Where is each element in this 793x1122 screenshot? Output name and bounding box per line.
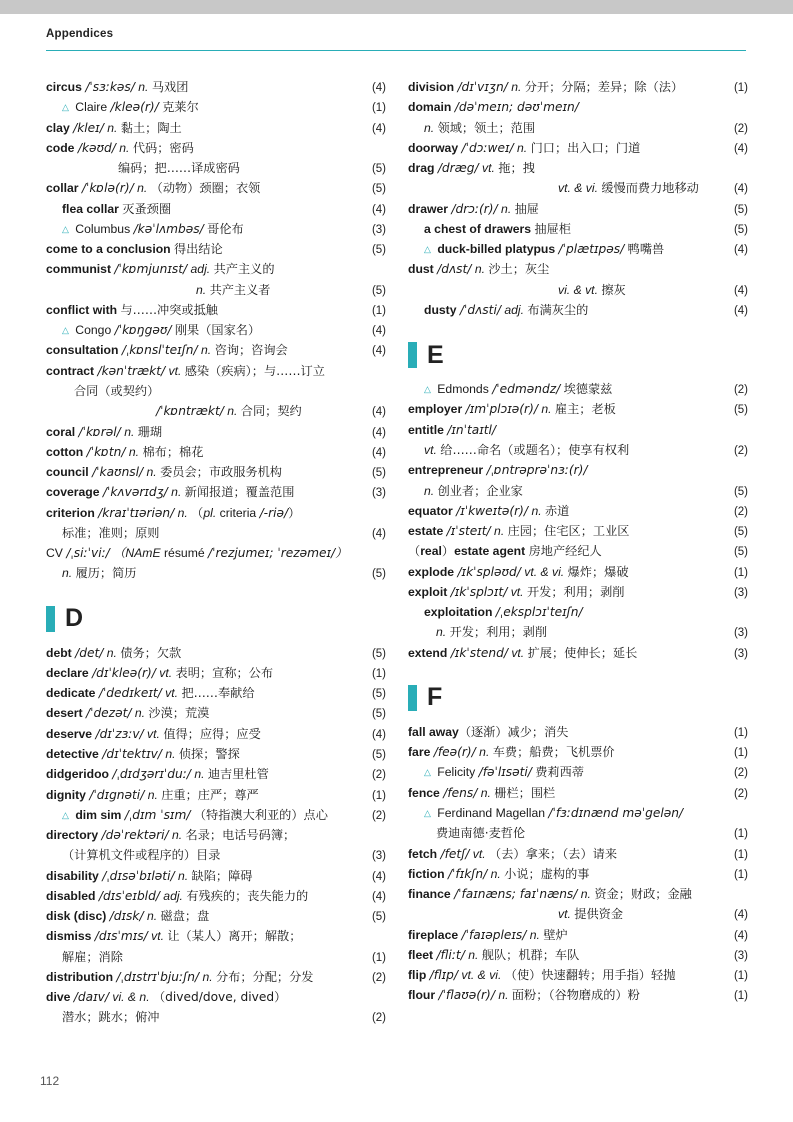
entry-level <box>356 927 386 928</box>
entry-text: dismiss /dɪsˈmɪs/ vt. 让（某人）离开；解散； <box>46 929 302 944</box>
entry-text: disk (disc) /dɪsk/ n. 磁盘；盘 <box>46 909 210 924</box>
glossary-entry <box>408 563 748 582</box>
entry-text: a chest of drawers 抽屉柜 <box>424 221 571 236</box>
entry-text: fireplace /ˈfaɪəpleɪs/ n. 壁炉 <box>408 927 568 942</box>
glossary-entry <box>408 200 748 219</box>
entry-text: entrepreneur /ˌɒntrəprəˈnɜː(r)/ <box>408 463 588 478</box>
entry-text: cotton /ˈkɒtn/ n. 棉布；棉花 <box>46 444 204 459</box>
entry-level: (5) <box>371 467 386 480</box>
entry-text: 标准；准则；原则 <box>62 525 160 540</box>
glossary-entry <box>46 544 386 563</box>
entry-level: (4) <box>733 929 748 942</box>
entry-text: coverage /ˈkʌvərɪdʒ/ n. 新闻报道；覆盖范围 <box>46 485 295 500</box>
glossary-entry <box>46 240 386 259</box>
entry-level: (4) <box>371 870 386 883</box>
entry-level: (3) <box>733 949 748 962</box>
entry-text: council /ˈkaʊnsl/ n. 委员会；市政服务机构 <box>46 465 282 480</box>
glossary-entry <box>408 824 748 843</box>
entry-text: coral /ˈkɒrəl/ n. 珊瑚 <box>46 424 163 439</box>
entry-level <box>718 98 748 99</box>
glossary-entry <box>46 867 386 886</box>
entry-text: distribution /ˌdɪstrɪˈbjuːʃn/ n. 分布；分配；分发 <box>46 969 314 984</box>
entry-text: extend /ɪkˈstend/ vt. 扩展；使伸长；延长 <box>408 645 638 660</box>
entry-level <box>718 804 748 805</box>
glossary-entry <box>46 341 386 360</box>
entry-level: (4) <box>371 345 386 358</box>
glossary-entry <box>46 968 386 987</box>
letter-label: F <box>427 683 443 712</box>
entry-level: (5) <box>371 708 386 721</box>
entry-level: (5) <box>733 546 748 559</box>
entry-text: debt /det/ n. 债务；欠款 <box>46 645 182 660</box>
glossary-entry <box>46 948 386 967</box>
glossary-entry <box>46 806 386 825</box>
entry-level: (5) <box>371 647 386 660</box>
entry-text: vt. & vi. 缓慢而费力地移动 <box>558 181 699 196</box>
glossary-columns <box>46 78 752 1029</box>
entry-text: fare /feə(r)/ n. 车费；船费；飞机票价 <box>408 745 615 760</box>
entry-text: drawer /drɔː(r)/ n. 抽屉 <box>408 201 539 216</box>
entry-level: (2) <box>733 787 748 800</box>
entry-text: conflict with 与……冲突或抵触 <box>46 302 218 317</box>
entry-level: (1) <box>371 304 386 317</box>
entry-text: （计算机文件或程序的）目录 <box>62 848 221 863</box>
entry-text: equator /ɪˈkweɪtə(r)/ n. 赤道 <box>408 503 570 518</box>
glossary-entry <box>408 723 748 742</box>
glossary-entry <box>408 966 748 985</box>
glossary-entry <box>408 845 748 864</box>
glossary-entry <box>46 281 386 300</box>
entry-text: △ Ferdinand Magellan /ˈfɜːdɪnænd məˈgelən/ <box>424 805 684 820</box>
entry-text: estate /ɪˈsteɪt/ n. 庄园；住宅区；工业区 <box>408 524 630 539</box>
glossary-entry <box>46 321 386 340</box>
glossary-entry <box>408 784 748 803</box>
entry-text: desert /ˈdezət/ n. 沙漠；荒漠 <box>46 706 210 721</box>
glossary-entry <box>408 804 748 823</box>
glossary-entry <box>46 382 386 401</box>
entry-text: doorway /ˈdɔːweɪ/ n. 门口；出入口；门道 <box>408 140 641 155</box>
page-header <box>46 24 746 51</box>
glossary-entry <box>46 887 386 906</box>
entry-text: deserve /dɪˈzɜːv/ vt. 值得；应得；应受 <box>46 726 261 741</box>
entry-level: (1) <box>733 990 748 1003</box>
glossary-entry <box>46 443 386 462</box>
entry-text: disabled /dɪsˈeɪbld/ adj. 有残疾的；丧失能力的 <box>46 888 309 903</box>
entry-text: communist /ˈkɒmjunɪst/ adj. 共产主义的 <box>46 262 275 277</box>
entry-level: (5) <box>371 163 386 176</box>
entry-text: △ duck-billed platypus /ˈplætɪpəs/ 鸭嘴兽 <box>424 242 665 257</box>
entry-level: (4) <box>733 142 748 155</box>
glossary-entry <box>408 763 748 782</box>
entry-level <box>718 885 748 886</box>
entry-text: entitle /ɪnˈtaɪtl/ <box>408 422 497 437</box>
entry-level: (3) <box>733 586 748 599</box>
entry-level: (1) <box>371 667 386 680</box>
letter-label: E <box>427 340 444 369</box>
glossary-entry <box>408 644 748 663</box>
entry-level <box>356 382 386 383</box>
glossary-entry <box>46 504 386 523</box>
entry-level: (4) <box>371 890 386 903</box>
entry-level <box>356 544 386 545</box>
entry-level: (3) <box>733 647 748 660</box>
entry-level <box>356 260 386 261</box>
glossary-entry <box>46 524 386 543</box>
entry-text: criterion /kraɪˈtɪəriən/ n. （pl. criteria /-riə/） <box>46 505 301 520</box>
entry-level: (4) <box>371 203 386 216</box>
entry-text: △ dim sim /ˌdɪm ˈsɪm/ （特指澳大利亚的）点心 <box>62 807 328 822</box>
entry-text: n. 开发；利用；剥削 <box>436 625 548 640</box>
glossary-entry <box>46 220 386 239</box>
entry-level: (2) <box>733 505 748 518</box>
letter-label: D <box>65 604 84 633</box>
entry-text: exploitation /ˌeksplɔɪˈteɪʃn/ <box>424 605 583 620</box>
entry-text: collar /ˈkɒlə(r)/ n. （动物）颈圈；衣领 <box>46 181 261 196</box>
glossary-entry <box>408 179 748 198</box>
glossary-entry <box>46 98 386 117</box>
entry-text: n. 创业者；企业家 <box>424 483 523 498</box>
glossary-entry <box>408 885 748 904</box>
glossary-entry <box>408 78 748 97</box>
column-right <box>408 78 748 1029</box>
glossary-entry <box>408 98 748 117</box>
glossary-entry <box>408 986 748 1005</box>
entry-text: explode /ɪkˈspləʊd/ vt. & vi. 爆炸；爆破 <box>408 564 629 579</box>
letter-accent-bar <box>408 685 417 711</box>
glossary-entry <box>408 583 748 602</box>
letter-section-heading <box>408 342 748 368</box>
entry-level: (5) <box>733 223 748 236</box>
glossary-entry <box>408 461 748 480</box>
entry-text: circus /ˈsɜːkəs/ n. 马戏团 <box>46 80 189 94</box>
entry-text: directory /dəˈrektəri/ n. 名录；电话号码簿； <box>46 828 296 843</box>
entry-text: dedicate /ˈdedɪkeɪt/ vt. 把……奉献给 <box>46 686 255 701</box>
entry-level: (5) <box>371 748 386 761</box>
entry-text: dust /dʌst/ n. 沙土；灰尘 <box>408 262 550 277</box>
glossary-entry <box>408 159 748 178</box>
glossary-entry <box>46 483 386 502</box>
entry-text: exploit /ɪkˈsplɔɪt/ vt. 开发；利用；剥削 <box>408 584 625 599</box>
entry-text: △ Congo /ˈkɒŋgəʊ/ 刚果（国家名） <box>62 323 261 338</box>
entry-level <box>356 988 386 989</box>
column-left <box>46 78 386 1029</box>
entry-level: (2) <box>733 122 748 135</box>
entry-level: (2) <box>371 1012 386 1025</box>
glossary-entry <box>46 664 386 683</box>
entry-text: detective /dɪˈtektɪv/ n. 侦探；警探 <box>46 746 240 761</box>
entry-level: (4) <box>371 82 386 94</box>
entry-level: (4) <box>733 183 748 196</box>
entry-level: (1) <box>733 566 748 579</box>
glossary-entry <box>46 988 386 1007</box>
entry-level: (5) <box>371 688 386 701</box>
entry-text: clay /kleɪ/ n. 黏土；陶土 <box>46 120 182 135</box>
glossary-entry <box>46 1008 386 1027</box>
entry-text: △ Felicity /fəˈlɪsəti/ 费莉西蒂 <box>424 765 585 780</box>
entry-level <box>356 362 386 363</box>
entry-level: (5) <box>371 568 386 581</box>
entry-level: (5) <box>371 244 386 257</box>
entry-text: code /kəʊd/ n. 代码；密码 <box>46 140 194 155</box>
entry-text: （real）estate agent 房地产经纪人 <box>408 544 602 559</box>
glossary-entry <box>408 380 748 399</box>
letter-section-heading <box>46 606 386 632</box>
entry-text: 编码；把……译成密码 <box>118 161 240 176</box>
glossary-entry <box>408 542 748 561</box>
entry-text: vi. & vt. 擦灰 <box>558 282 626 297</box>
entry-text: flip /flɪp/ vt. & vi. （使）快速翻转；用手指）轻抛 <box>408 968 676 983</box>
entry-text: △ Claire /kleə(r)/ 克莱尔 <box>62 100 199 115</box>
page-number: 112 <box>40 1074 60 1088</box>
glossary-entry <box>408 502 748 521</box>
entry-level: (2) <box>733 444 748 457</box>
glossary-entry <box>46 846 386 865</box>
entry-level: (5) <box>371 183 386 196</box>
entry-level: (1) <box>733 828 748 841</box>
entry-level: (1) <box>733 747 748 760</box>
entry-text: flea collar 灭蚤颈圈 <box>62 201 172 216</box>
glossary-entry <box>46 644 386 663</box>
entry-level: (4) <box>733 909 748 922</box>
entry-text: /ˈkɒntrækt/ n. 合同；契约 <box>156 404 302 419</box>
entry-level: (4) <box>733 304 748 317</box>
entry-text: declare /dɪˈkleə(r)/ vt. 表明；宣称；公布 <box>46 665 274 680</box>
entry-level: (5) <box>733 404 748 417</box>
entry-text: didgeridoo /ˌdɪdʒərɪˈduː/ n. 迪吉里杜管 <box>46 767 269 782</box>
top-decorative-bar <box>0 0 793 14</box>
glossary-entry <box>408 743 748 762</box>
glossary-entry <box>408 946 748 965</box>
glossary-entry <box>408 281 748 300</box>
entry-text: fetch /fetʃ/ vt. （去）拿来；（去）请来 <box>408 846 618 861</box>
entry-text: come to a conclusion 得出结论 <box>46 242 223 257</box>
entry-level: (2) <box>733 767 748 780</box>
glossary-entry <box>46 765 386 784</box>
entry-level: (4) <box>371 446 386 459</box>
glossary-entry <box>46 463 386 482</box>
entry-level <box>718 461 748 462</box>
entry-level: (3) <box>371 223 386 236</box>
entry-text: n. 履历；简历 <box>62 566 137 581</box>
entry-level: (2) <box>371 809 386 822</box>
glossary-entry <box>46 402 386 421</box>
letter-accent-bar <box>46 606 55 632</box>
glossary-entry <box>408 260 748 279</box>
glossary-entry <box>408 441 748 460</box>
entry-level: (1) <box>733 82 748 94</box>
glossary-entry <box>46 684 386 703</box>
glossary-entry <box>46 725 386 744</box>
entry-level: (5) <box>733 526 748 539</box>
entry-level: (5) <box>733 485 748 498</box>
entry-level <box>356 504 386 505</box>
entry-level: (4) <box>371 325 386 338</box>
entry-text: finance /ˈfaɪnæns; faɪˈnæns/ n. 资金；财政；金融 <box>408 887 692 902</box>
glossary-entry <box>46 907 386 926</box>
entry-text: fence /fens/ n. 栅栏；围栏 <box>408 785 556 800</box>
entry-text: consultation /ˌkɒnslˈteɪʃn/ n. 咨询；咨询会 <box>46 343 288 358</box>
glossary-entry <box>408 522 748 541</box>
entry-level <box>718 603 748 604</box>
glossary-entry <box>408 905 748 924</box>
entry-level: (1) <box>733 868 748 881</box>
glossary-entry <box>46 704 386 723</box>
entry-text: domain /dəˈmeɪn; dəʊˈmeɪn/ <box>408 100 579 115</box>
entry-level <box>718 159 748 160</box>
letter-accent-bar <box>408 342 417 368</box>
glossary-entry <box>408 119 748 138</box>
glossary-entry <box>46 423 386 442</box>
entry-level: (3) <box>371 487 386 500</box>
glossary-entry <box>408 926 748 945</box>
glossary-entry <box>46 260 386 279</box>
glossary-entry <box>408 240 748 259</box>
entry-level: (4) <box>733 284 748 297</box>
glossary-entry <box>408 421 748 440</box>
entry-text: dignity /ˈdɪgnəti/ n. 庄重；庄严；尊严 <box>46 787 259 802</box>
entry-level: (2) <box>371 971 386 984</box>
entry-level <box>718 260 748 261</box>
entry-text: n. 领域；领土；范围 <box>424 120 536 135</box>
entry-text: contract /kənˈtrækt/ vt. 感染（疾病）；与……订立 <box>46 363 325 378</box>
entry-level: (1) <box>371 102 386 115</box>
glossary-entry <box>408 301 748 320</box>
entry-level: (4) <box>371 527 386 540</box>
entry-level: (3) <box>371 850 386 863</box>
entry-level: (2) <box>371 769 386 782</box>
glossary-entry <box>408 220 748 239</box>
entry-level: (1) <box>733 970 748 983</box>
entry-level <box>356 826 386 827</box>
entry-text: n. 共产主义者 <box>196 282 271 297</box>
entry-text: fiction /ˈfɪkʃn/ n. 小说；虚构的事 <box>408 866 590 881</box>
glossary-entry <box>408 865 748 884</box>
entry-level <box>718 421 748 422</box>
entry-level: (4) <box>371 122 386 135</box>
entry-text: fleet /fliːt/ n. 舰队；机群；车队 <box>408 947 580 962</box>
header-title: Appendices <box>46 28 114 40</box>
entry-text: flour /ˈflaʊə(r)/ n. 面粉；（谷物磨成的）粉 <box>408 988 640 1003</box>
entry-text: △ Columbus /kəˈlʌmbəs/ 哥伦布 <box>62 221 244 236</box>
entry-text: vt. 提供资金 <box>558 907 624 922</box>
entry-text: dusty /ˈdʌsti/ adj. 布满灰尘的 <box>424 302 589 317</box>
glossary-entry <box>46 564 386 583</box>
glossary-entry <box>46 179 386 198</box>
glossary-entry <box>46 159 386 178</box>
glossary-entry <box>408 603 748 622</box>
entry-level: (4) <box>371 426 386 439</box>
entry-text: division /dɪˈvɪʒn/ n. 分开；分隔；差异；除（法） <box>408 80 684 94</box>
glossary-entry <box>46 301 386 320</box>
glossary-entry <box>46 139 386 158</box>
entry-text: disability /ˌdɪsəˈbɪləti/ n. 缺陷；障碍 <box>46 868 253 883</box>
glossary-entry <box>46 200 386 219</box>
glossary-entry <box>408 482 748 501</box>
entry-level: (1) <box>371 951 386 964</box>
entry-level: (4) <box>371 406 386 419</box>
entry-level: (1) <box>371 789 386 802</box>
glossary-entry <box>408 139 748 158</box>
entry-text: employer /ɪmˈplɔɪə(r)/ n. 雇主；老板 <box>408 402 616 417</box>
entry-text: dive /daɪv/ vi. & n. （dived/dove, dived） <box>46 990 287 1005</box>
entry-text: 费迪南德·麦哲伦 <box>436 826 526 841</box>
glossary-entry <box>46 119 386 138</box>
glossary-entry <box>46 78 386 97</box>
letter-section-heading <box>408 685 748 711</box>
entry-text: fall away（逐渐）减少；消失 <box>408 724 569 739</box>
entry-level: (5) <box>371 284 386 297</box>
glossary-entry <box>46 786 386 805</box>
glossary-entry <box>408 400 748 419</box>
entry-level: (5) <box>733 203 748 216</box>
entry-text: vt. 给……命名（或题名）；使享有权利 <box>424 442 630 457</box>
entry-level <box>356 139 386 140</box>
glossary-entry <box>46 362 386 381</box>
glossary-entry <box>46 927 386 946</box>
entry-level: (4) <box>371 728 386 741</box>
entry-text: CV /ˌsiːˈviː/ （NAmE résumé /ˈrezjumeɪ; ˈrezəmeɪ/） <box>46 546 348 561</box>
entry-text: 潜水；跳水；俯冲 <box>62 1010 160 1025</box>
glossary-entry <box>408 623 748 642</box>
glossary-entry <box>46 826 386 845</box>
entry-text: 解雇；消除 <box>62 949 123 964</box>
entry-level: (1) <box>733 848 748 861</box>
glossary-entry <box>46 745 386 764</box>
entry-level: (4) <box>733 244 748 257</box>
entry-text: △ Edmonds /ˈedməndz/ 埃德蒙兹 <box>424 382 613 397</box>
entry-level: (5) <box>371 911 386 924</box>
entry-level: (1) <box>733 726 748 739</box>
entry-level: (2) <box>733 384 748 397</box>
entry-text: drag /dræg/ vt. 拖；拽 <box>408 161 535 176</box>
entry-level: (3) <box>733 627 748 640</box>
entry-text: 合同（或契约） <box>74 383 160 398</box>
